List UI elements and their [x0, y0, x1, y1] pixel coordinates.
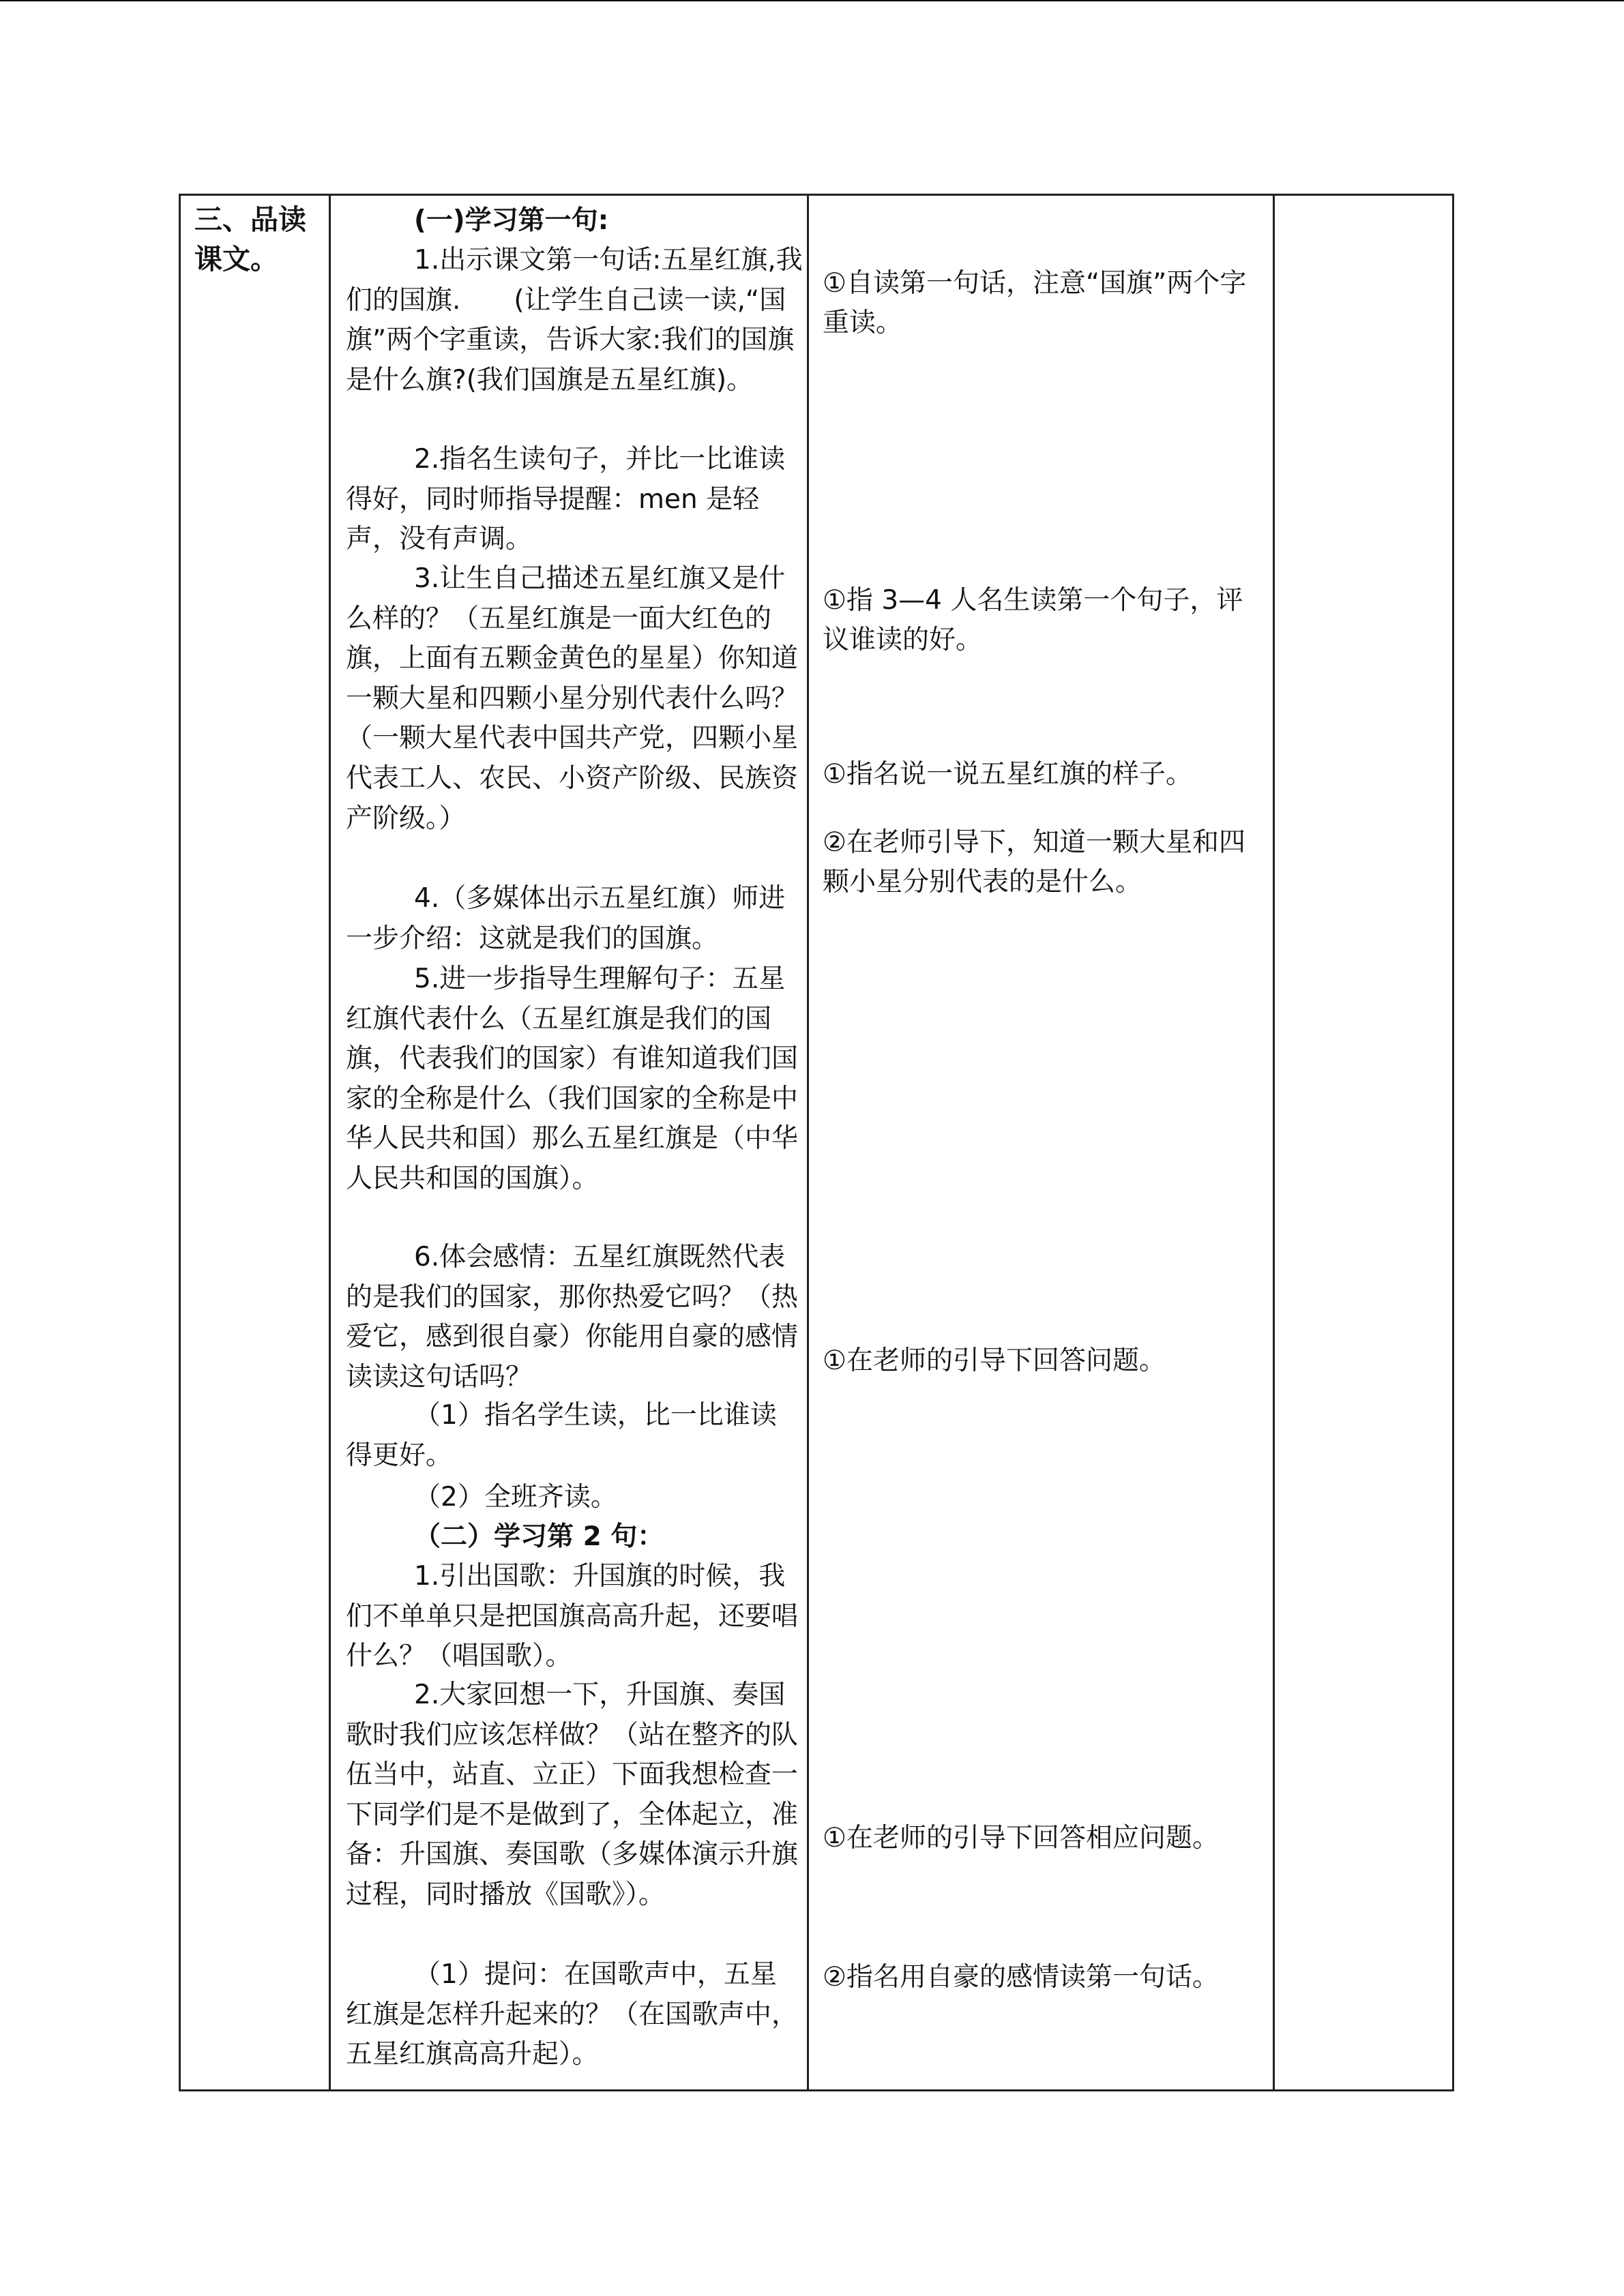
section-title: 三、品读课文。 — [194, 203, 306, 275]
notes-cell — [1275, 196, 1452, 2089]
page-top-rule — [0, 0, 1624, 1]
teacher-paragraph: 5.进一步指导生理解句子：五星红旗代表什么（五星红旗是我们的国旗，代表我们的国家）有谁知道我们国家的全称是什么（我们国家的全称是中华人民共和国）那么五星红旗是（中华人民共和国的国旗）。 — [346, 964, 799, 1194]
teacher-activity-cell — [331, 196, 807, 2089]
lesson-plan-table — [179, 194, 1454, 2091]
teacher-paragraph: 2.指名生读句子，并比一比谁读得好，同时师指导提醒：men 是轻声，没有声调。 — [346, 444, 786, 555]
student-activity-item: ①指名说一说五星红旗的样子。 — [823, 759, 1192, 790]
teacher-paragraph: 4.（多媒体出示五星红旗）师进一步介绍：这就是我们的国旗。 — [346, 883, 786, 954]
teacher-paragraph: 1.出示课文第一句话:五星红旗,我们的国旗. (让学生自己读一读,“国旗”两个字重读，告诉大家:我们的国旗是什么旗?(我们国旗是五星红旗)。 — [346, 245, 803, 396]
student-activity-item: ①自读第一句话，注意“国旗”两个字重读。 — [823, 268, 1247, 338]
teacher-paragraph: 3.让生自己描述五星红旗又是什么样的？（五星红旗是一面大红色的旗，上面有五颗金黄色的星星）你知道一颗大星和四颗小星分别代表什么吗？（一颗大星代表中国共产党，四颗小星代表工人、农民、小资产阶级、民族资产阶级。） — [346, 563, 799, 834]
student-activity-item: ①在老师的引导下回答问题。 — [823, 1345, 1166, 1376]
student-activity-cell — [809, 196, 1273, 2089]
teacher-paragraph: （2）全班齐读。 — [414, 1482, 617, 1512]
teacher-paragraph: 1.引出国歌：升国旗的时候，我们不单单只是把国旗高高升起，还要唱什么？（唱国歌）。 — [346, 1561, 799, 1672]
teacher-heading-2: （二）学习第 2 句： — [414, 1521, 664, 1552]
teacher-paragraph: （1）提问：在国歌声中，五星红旗是怎样升起来的？（在国歌声中，五星红旗高高升起）。 — [346, 1959, 799, 2070]
teacher-paragraph: （1）指名学生读，比一比谁读得更好。 — [346, 1400, 777, 1471]
teacher-heading-1: (一)学习第一句: — [414, 205, 609, 236]
teacher-paragraph: 2.大家回想一下，升国旗、奏国歌时我们应该怎样做？（站在整齐的队伍当中，站直、立正）下面我想检查一下同学们是不是做到了，全体起立，准备：升国旗、奏国歌（多媒体演示升旗过程，同时播放《国歌》）。 — [346, 1680, 799, 1910]
student-activity-item: ②在老师引导下，知道一颗大星和四颗小星分别代表的是什么。 — [823, 827, 1245, 897]
student-activity-item: ②指名用自豪的感情读第一句话。 — [823, 1962, 1219, 1993]
teacher-paragraph: 6.体会感情：五星红旗既然代表的是我们的国家，那你热爱它吗？（热爱它，感到很自豪）你能用自豪的感情读读这句话吗？ — [346, 1242, 799, 1392]
student-activity-item: ①在老师的引导下回答相应问题。 — [823, 1823, 1219, 1853]
student-activity-item: ①指 3—4 人名生读第一个句子，评议谁读的好。 — [823, 585, 1243, 655]
section-title-cell — [181, 196, 329, 2089]
